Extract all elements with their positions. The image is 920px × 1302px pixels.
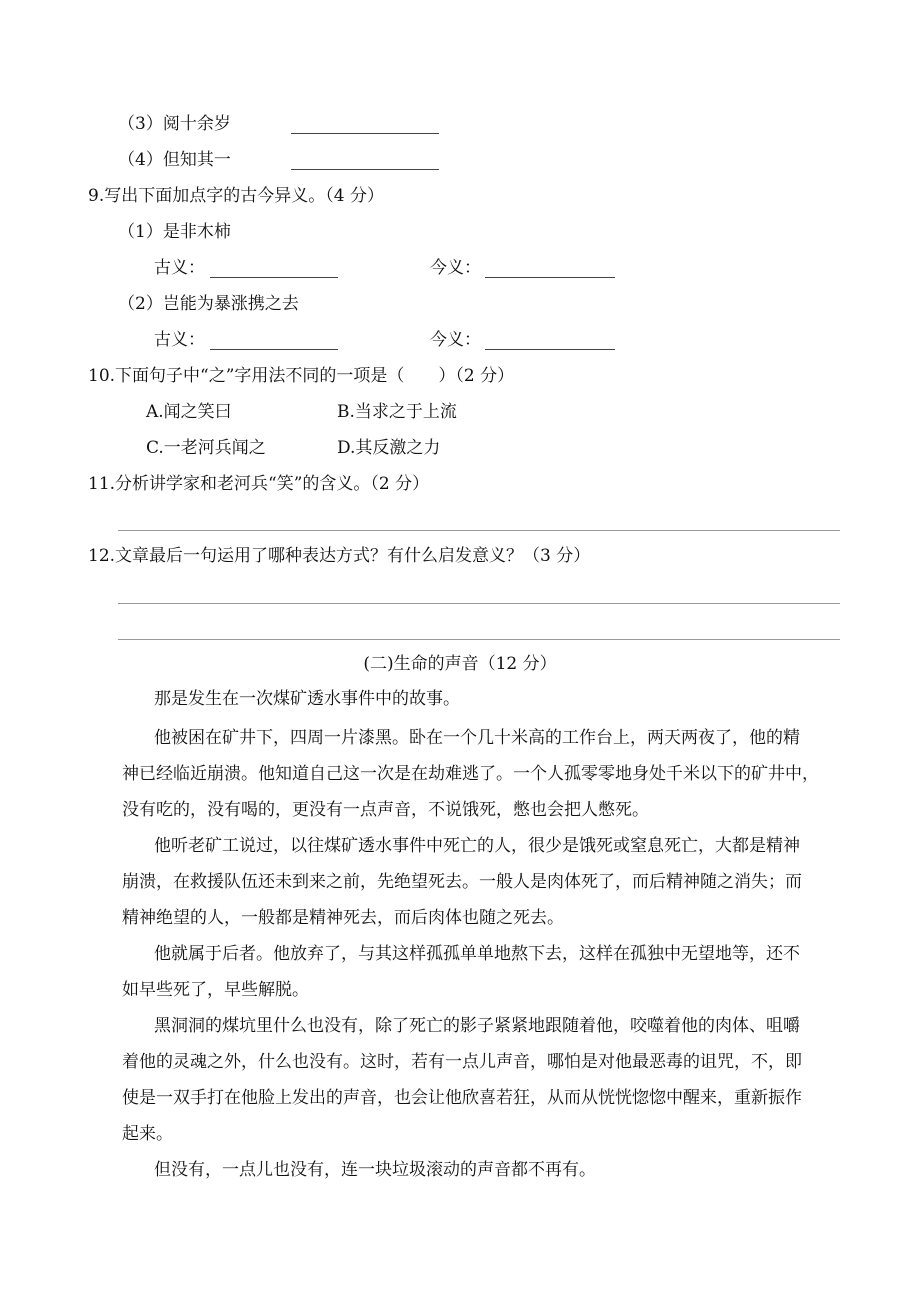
q9-item-2-jin-label: 今义：	[430, 330, 481, 350]
q9-item-1-jin-blank[interactable]	[485, 277, 615, 278]
passage-p2-line-1: 他被困在矿井下，四周一片漆黑。卧在一个几十米高的工作台上，两天两夜了，他的精	[154, 728, 800, 748]
q8-item-3-answer-blank[interactable]	[291, 133, 439, 134]
q9-item-1-gu-label: 古义：	[154, 258, 205, 278]
q9-item-1-gu-blank[interactable]	[210, 277, 338, 278]
passage-p4-line-2: 如早些死了，早些解脱。	[122, 980, 309, 1000]
passage-p2-line-2: 神已经临近崩溃。他知道自己这一次是在劫难逃了。一个人孤零零地身处千米以下的矿井中，	[122, 764, 819, 784]
passage-p2-line-3: 没有吃的，没有喝的，更没有一点声音，不说饿死，憋也会把人憋死。	[122, 800, 649, 820]
passage-p1-line-1: 那是发生在一次煤矿透水事件中的故事。	[154, 689, 460, 709]
passage-p5-line-3: 使是一双手打在他脸上发出的声音，也会让他欣喜若狂，从而从恍恍惚惚中醒来，重新振作	[122, 1088, 802, 1108]
q11-answer-line[interactable]	[118, 530, 840, 531]
q8-item-3: （3）阅十余岁	[118, 114, 231, 134]
q10-stem: 10.下面句子中“之”字用法不同的一项是（ ）（2 分）	[88, 366, 515, 386]
q9-item-1-jin-label: 今义：	[430, 258, 481, 278]
passage-p5-line-2: 着他的灵魂之外，什么也没有。这时，若有一点儿声音，哪怕是对他最恶毒的诅咒，不，即	[122, 1052, 802, 1072]
q12-answer-line-2[interactable]	[118, 639, 840, 640]
q11-stem: 11.分析讲学家和老河兵“笑”的含义。（2 分）	[88, 474, 430, 494]
passage-p3-line-3: 精神绝望的人，一般都是精神死去，而后肉体也随之死去。	[122, 908, 564, 928]
passage-p4-line-1: 他就属于后者。他放弃了，与其这样孤孤单单地熬下去，这样在孤独中无望地等，还不	[154, 944, 800, 964]
passage-p3-line-2: 崩溃，在救援队伍还未到来之前，先绝望死去。一般人是肉体死了，而后精神随之消失；而	[122, 872, 802, 892]
passage-p5-line-1: 黑洞洞的煤坑里什么也没有，除了死亡的影子紧紧地跟随着他，咬噬着他的肉体、咀嚼	[154, 1016, 800, 1036]
q10-option-c[interactable]: C.一老河兵闻之	[146, 438, 266, 458]
q10-option-b[interactable]: B.当求之于上流	[337, 402, 457, 422]
q9-stem: 9.写出下面加点字的古今异义。（4 分）	[88, 186, 384, 206]
q10-option-d[interactable]: D.其反激之力	[337, 438, 441, 458]
passage-p6-line-1: 但没有，一点儿也没有，连一块垃圾滚动的声音都不再有。	[154, 1160, 596, 1180]
section-title: (二)生命的声音（12 分）	[363, 654, 557, 674]
q12-answer-line-1[interactable]	[118, 603, 840, 604]
passage-p3-line-1: 他听老矿工说过，以往煤矿透水事件中死亡的人，很少是饿死或窒息死亡，大都是精神	[154, 836, 800, 856]
q10-option-a[interactable]: A.闻之笑曰	[146, 402, 232, 422]
q8-item-4-answer-blank[interactable]	[291, 169, 439, 170]
q9-item-2-gu-label: 古义：	[154, 330, 205, 350]
q9-item-2: （2）岂能为暴涨携之去	[118, 294, 299, 314]
q8-item-4: （4）但知其一	[118, 150, 231, 170]
q9-item-1: （1）是非木柿	[118, 222, 231, 242]
q9-item-2-gu-blank[interactable]	[210, 349, 338, 350]
passage-p5-line-4: 起来。	[122, 1124, 173, 1144]
q9-item-2-jin-blank[interactable]	[485, 349, 615, 350]
q12-stem: 12.文章最后一句运用了哪种表达方式？有什么启发意义？（3 分）	[88, 546, 591, 566]
